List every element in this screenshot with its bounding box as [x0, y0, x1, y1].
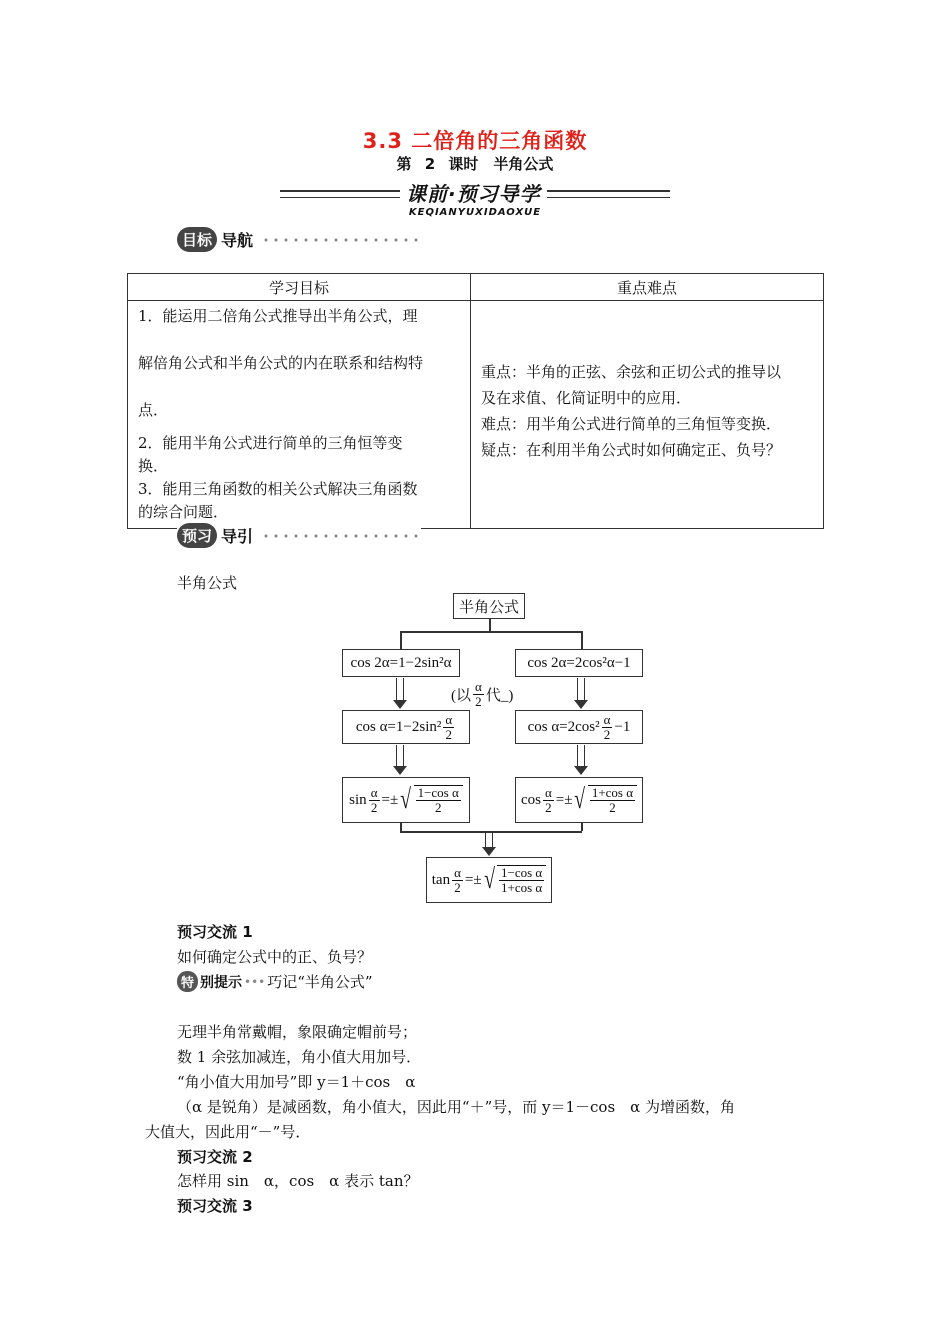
note-pre: (以	[451, 688, 471, 704]
tip-badge: 特	[177, 971, 198, 992]
arrow-down-icon	[574, 700, 588, 709]
alpha-half-fraction	[369, 786, 380, 815]
diagram-tan-half-box	[426, 857, 552, 903]
alpha-half-fraction	[473, 680, 484, 709]
section-preview-heading	[177, 523, 421, 548]
key-line: 及在求值、化简证明中的应用．	[481, 389, 692, 407]
fraction-numerator: 1+cos α	[591, 785, 634, 800]
formula-text: =±	[464, 871, 482, 888]
goal-line: 2．能用半角公式进行简单的三角恒等变	[138, 434, 403, 452]
fraction-denominator: 2	[454, 879, 461, 895]
paragraph-line: 无理半角常戴帽，象限确定帽前号；	[177, 1023, 418, 1041]
diagram-right1-box: cos 2α=2cos²α−1	[515, 649, 643, 677]
key-line: 重点：半角的正弦、余弦和正切公式的推导以	[481, 363, 782, 381]
alpha-half-fraction	[443, 713, 454, 742]
fraction-numerator: α	[445, 711, 453, 727]
fraction-numerator: α	[544, 784, 552, 800]
formula-text: =±	[381, 791, 399, 808]
arrow-shaft	[485, 832, 493, 847]
sqrt-icon: √ $\frac{\text{1+cos α}}{2}$	[572, 785, 637, 815]
fraction-denominator: 2	[475, 694, 482, 709]
arrow-down-icon	[482, 847, 496, 856]
sqrt-icon: √ $\frac{\text{1−cos α}}{2}$	[398, 785, 463, 815]
arrow-down-icon	[393, 700, 407, 709]
formula-text: =±	[555, 791, 573, 808]
goal-line: 的综合问题．	[138, 503, 229, 521]
exchange1-question: 如何确定公式中的正、负号？	[177, 948, 373, 966]
diagram-right2-box	[515, 710, 643, 744]
note-post: 代_)	[485, 688, 514, 704]
connector	[581, 631, 583, 649]
fraction-numerator: α	[603, 711, 611, 727]
connector	[581, 823, 583, 831]
arrow-shaft	[577, 678, 585, 700]
keys-cell	[471, 301, 824, 529]
diagram-left1-box: cos 2α=1−2sin²α	[342, 649, 460, 677]
dots-icon: •••	[244, 974, 266, 989]
section-goals-badge: 目标	[177, 227, 217, 252]
exchange3-label: 预习交流 3	[177, 1197, 253, 1215]
table-header-keys: 重点难点	[471, 274, 824, 301]
exchange2-question: 怎样用 sin α，cos α 表示 tan？	[177, 1172, 419, 1190]
connector	[400, 823, 402, 831]
goal-line: 1．能运用二倍角公式推导出半角公式，理	[138, 307, 418, 325]
formula-text: sin	[349, 791, 367, 808]
section-goals-label: 导航	[221, 231, 254, 250]
fraction-denominator: 2	[545, 799, 552, 815]
fraction-numerator: 1−cos α	[500, 865, 543, 880]
arrow-down-icon	[574, 766, 588, 775]
fraction-denominator: 1+cos α	[500, 880, 543, 895]
formula-text: cos α=2cos²	[527, 718, 600, 735]
dotted-rule	[261, 531, 421, 541]
goal-line: 换．	[138, 457, 169, 475]
arrow-shaft	[396, 678, 404, 700]
fraction-numerator: α	[370, 784, 378, 800]
diagram-top-box: 半角公式	[453, 593, 525, 619]
dotted-rule	[261, 235, 421, 245]
goal-line: 解倍角公式和半角公式的内在联系和结构特	[138, 354, 424, 372]
goals-cell	[128, 301, 471, 529]
section-preview-label: 导引	[221, 527, 254, 546]
arrow-shaft	[577, 745, 585, 766]
banner-title: 课前·预习导学	[400, 178, 547, 207]
tip-text: 巧记“半角公式”	[267, 973, 373, 991]
section-goals-heading	[177, 227, 421, 252]
fraction-numerator: α	[454, 864, 461, 880]
paragraph-line: 大值大，因此用“－”号．	[145, 1123, 311, 1141]
key-line: 疑点：在利用半角公式时如何确定正、负号？	[481, 441, 782, 459]
connector	[400, 631, 402, 649]
exchange2-label: 预习交流 2	[177, 1148, 253, 1166]
goal-line: 点．	[138, 401, 169, 419]
table-row	[128, 301, 824, 529]
key-line: 难点：用半角公式进行简单的三角恒等变换．	[481, 415, 782, 433]
goal-line: 3．能用三角函数的相关公式解决三角函数	[138, 480, 418, 498]
substitution-note	[451, 680, 513, 709]
section-preview-badge: 预习	[177, 523, 217, 548]
exchange1-label: 预习交流 1	[177, 923, 253, 941]
arrow-shaft	[396, 745, 404, 766]
alpha-half-fraction	[543, 786, 554, 815]
fraction-denominator: 2	[445, 726, 453, 742]
alpha-half-fraction	[452, 866, 463, 895]
paragraph-line: （α 是锐角）是减函数，角小值大，因此用“＋”号，而 y＝1－cos α 为增函数，角	[177, 1098, 736, 1116]
fraction-denominator: 2	[603, 726, 611, 742]
table-header-goals: 学习目标	[128, 274, 471, 301]
fraction-denominator: 2	[609, 800, 616, 815]
fraction-numerator: α	[475, 679, 482, 694]
diagram-left2-box	[342, 710, 470, 744]
sqrt-icon: √ $\frac{\text{1−cos α}}{\text{1+cos α}}$	[482, 865, 547, 895]
fraction-denominator: 2	[370, 799, 378, 815]
fraction-numerator: 1−cos α	[417, 785, 459, 800]
formula-text: cos	[520, 791, 541, 808]
formula-text: −1	[614, 718, 631, 735]
tip-word: 别提示	[200, 974, 243, 991]
paragraph-line: “角小值大用加号”即 y＝1＋cos α	[177, 1073, 416, 1091]
page-title: 3.3 二倍角的三角函数	[362, 129, 588, 153]
arrow-down-icon	[393, 766, 407, 775]
formula-text: cos α=1−2sin²	[355, 718, 442, 735]
connector	[400, 631, 582, 633]
half-angle-heading: 半角公式	[177, 574, 238, 592]
page-subtitle: 第 2 课时 半角公式	[396, 155, 554, 173]
formula-text: tan	[431, 871, 451, 888]
diagram-sin-half-box	[342, 777, 470, 823]
banner-pinyin: KEQIANYUXIDAOXUE	[408, 207, 542, 218]
tip-heading	[177, 971, 373, 992]
diagram-cos-half-box	[515, 777, 643, 823]
alpha-half-fraction	[602, 713, 613, 742]
goals-table	[127, 273, 824, 529]
paragraph-line: 数 1 余弦加减连，角小值大用加号．	[177, 1048, 422, 1066]
table-header-row	[128, 274, 824, 301]
fraction-denominator: 2	[434, 800, 442, 815]
